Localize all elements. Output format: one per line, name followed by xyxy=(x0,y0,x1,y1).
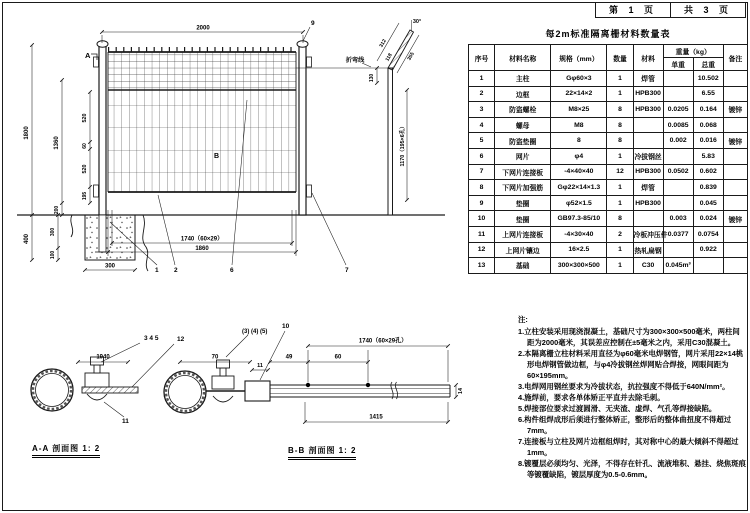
dim-fold-offset: 130 xyxy=(369,73,375,83)
table-cell: 垫圈 xyxy=(495,211,551,227)
col-header-name: 材料名称 xyxy=(495,45,551,71)
dim-footing-width: 300 xyxy=(104,263,116,270)
callout-3-4-5: 3 4 5 xyxy=(144,335,159,342)
table-cell: 10.502 xyxy=(693,71,723,87)
dim-below-ground: 400 xyxy=(24,233,30,245)
bb-saddle xyxy=(213,396,233,402)
dim-seg-mesh: 195 xyxy=(82,191,88,201)
dim-70: 70 xyxy=(211,354,219,361)
table-cell: 0.0377 xyxy=(663,226,693,242)
table-cell: 0.839 xyxy=(693,180,723,196)
dim-mesh-width: 1860 xyxy=(195,246,209,252)
aa-saddle xyxy=(87,394,107,400)
table-cell: 下网片连接板 xyxy=(495,164,551,180)
materials-table-title: 每2m标准隔离栅材料数量表 xyxy=(545,29,671,39)
callout-12: 12 xyxy=(177,336,185,343)
table-cell: 0.164 xyxy=(693,102,723,118)
table-cell: Gφ60×3 xyxy=(551,71,607,87)
dim-14: 14 xyxy=(458,387,464,395)
notes-section xyxy=(518,314,746,480)
table-cell: 0.0085 xyxy=(663,117,693,133)
table-cell xyxy=(723,148,747,164)
table-cell: 0.0754 xyxy=(693,226,723,242)
table-cell xyxy=(723,117,747,133)
table-cell: 1 xyxy=(607,86,633,102)
sheet-total-label: 共 3 页 xyxy=(670,2,745,17)
table-cell: 镀锌 xyxy=(723,102,747,118)
table-cell: 0.003 xyxy=(663,211,693,227)
table-cell xyxy=(663,242,693,258)
table-cell: HPB300 xyxy=(633,86,663,102)
table-cell xyxy=(633,211,663,227)
table-cell: 螺母 xyxy=(495,117,551,133)
right-post-cap xyxy=(297,41,308,47)
table-cell: 2 xyxy=(469,86,495,102)
table-cell: 0.068 xyxy=(693,117,723,133)
dim-11: 11 xyxy=(257,363,263,369)
note-item: 7.连接板与立柱及网片边框组焊时，其对称中心的最大倾斜不得超过1mm。 xyxy=(518,437,739,457)
table-cell: 5 xyxy=(469,133,495,149)
table-cell: 8 xyxy=(469,180,495,196)
table-cell: 1 xyxy=(607,71,633,87)
table-cell: 1 xyxy=(607,148,633,164)
col-header-unit-weight: 单重 xyxy=(663,58,693,71)
table-cell: C30 xyxy=(633,258,663,274)
callout-345-bb: (3) (4) (5) xyxy=(242,329,268,335)
table-cell: HPB300 xyxy=(633,195,663,211)
bb-clamp xyxy=(212,376,234,389)
table-cell: 焊管 xyxy=(633,71,663,87)
table-cell: 主柱 xyxy=(495,71,551,87)
notes-list xyxy=(518,326,746,480)
table-cell: Gφ22×14×1.3 xyxy=(551,180,607,196)
dim-1940: 1940 xyxy=(96,354,110,361)
table-row xyxy=(469,226,748,242)
fold-line-label: 折弯线 xyxy=(345,57,365,64)
callout-11: 11 xyxy=(122,418,129,425)
dim-1415: 1415 xyxy=(369,414,383,421)
table-cell: -4×40×40 xyxy=(551,164,607,180)
table-cell: 上网片连接板 xyxy=(495,226,551,242)
aa-flat-bar xyxy=(82,387,138,393)
table-cell: 边框 xyxy=(495,86,551,102)
table-cell: 12 xyxy=(469,242,495,258)
table-row xyxy=(469,195,748,211)
bb-leaders xyxy=(226,331,285,380)
table-cell: 防盗螺栓 xyxy=(495,102,551,118)
table-cell: 16×2.5 xyxy=(551,242,607,258)
table-cell: 0.002 xyxy=(663,133,693,149)
table-cell xyxy=(723,195,747,211)
page-number-box xyxy=(595,2,746,18)
table-row xyxy=(469,242,748,258)
table-cell: GB97.3-85/10 xyxy=(551,211,607,227)
table-cell: 8 xyxy=(551,133,607,149)
table-cell: 8 xyxy=(607,102,633,118)
table-cell: 垫圈 xyxy=(495,195,551,211)
table-row xyxy=(469,117,748,133)
table-cell: 10 xyxy=(469,211,495,227)
aa-leaders xyxy=(101,343,174,417)
left-post-cap xyxy=(97,41,108,47)
col-header-no: 序号 xyxy=(469,45,495,71)
table-cell xyxy=(633,133,663,149)
table-cell: 镀锌 xyxy=(723,211,747,227)
section-b-title: B-B 剖面图 1: 2 xyxy=(288,445,356,460)
table-cell: 11 xyxy=(469,226,495,242)
table-cell: 0.0502 xyxy=(663,164,693,180)
table-row xyxy=(469,211,748,227)
table-cell: 4 xyxy=(469,117,495,133)
table-cell: 22×14×2 xyxy=(551,86,607,102)
table-cell: 1 xyxy=(607,195,633,211)
table-cell: 0.016 xyxy=(693,133,723,149)
dim-seg-fold: 60 xyxy=(82,143,88,149)
footing xyxy=(85,215,135,260)
materials-table-section xyxy=(468,27,748,274)
table-cell: 1 xyxy=(607,258,633,274)
fence-elevation-drawing xyxy=(15,15,455,305)
materials-table xyxy=(468,44,748,274)
section-mark-a: A xyxy=(85,51,91,60)
table-cell: 8 xyxy=(607,117,633,133)
table-cell: 防盗垫圈 xyxy=(495,133,551,149)
dim-base-pad: 100 xyxy=(50,250,56,260)
notes-heading: 注: xyxy=(518,315,528,324)
callout-6: 6 xyxy=(230,267,234,274)
callout-7: 7 xyxy=(345,267,349,274)
table-cell xyxy=(693,258,723,274)
table-cell: 300×300×500 xyxy=(551,258,607,274)
embedded-post xyxy=(99,215,106,252)
table-cell xyxy=(663,180,693,196)
col-header-remark: 备注 xyxy=(723,45,747,71)
dim-49: 49 xyxy=(285,354,293,361)
table-cell xyxy=(663,71,693,87)
table-cell: 焊管 xyxy=(633,180,663,196)
note-item: 1.立柱安装采用现浇混凝土，基础尺寸为300×300×500毫米，两柱间距为2000毫米，其误差应控制在±5毫米之内，采用C30混凝土。 xyxy=(518,327,740,347)
table-cell xyxy=(723,226,747,242)
col-header-material: 材料 xyxy=(633,45,663,71)
table-cell: 基础 xyxy=(495,258,551,274)
table-cell: -4×30×40 xyxy=(551,226,607,242)
aa-clamp xyxy=(85,373,109,387)
table-cell: 0.024 xyxy=(693,211,723,227)
callout-1: 1 xyxy=(155,267,159,274)
table-cell xyxy=(723,86,747,102)
table-cell xyxy=(663,148,693,164)
table-cell: 0.922 xyxy=(693,242,723,258)
table-cell: M8 xyxy=(551,117,607,133)
table-cell: 网片 xyxy=(495,148,551,164)
table-cell xyxy=(663,86,693,102)
table-cell xyxy=(723,71,747,87)
note-item: 6.构件组焊成形后须进行整体矫正，整形后的整体曲扭度不得超过7mm。 xyxy=(518,415,732,435)
table-cell: 热轧扁钢 xyxy=(633,242,663,258)
table-cell xyxy=(723,164,747,180)
dim-bottom-gap: 200 xyxy=(54,205,60,215)
col-header-weight: 重量（kg） xyxy=(663,45,723,58)
dim-60: 60 xyxy=(334,354,342,361)
break-line xyxy=(71,215,73,237)
table-cell: 0.602 xyxy=(693,164,723,180)
table-cell: 1 xyxy=(607,242,633,258)
callout-2: 2 xyxy=(174,267,178,274)
table-cell: 8 xyxy=(607,211,633,227)
note-item: 8.镀覆层必须均匀、光泽，不得存在针孔、流液堆积、悬挂、烧焦斑痕等镀覆缺陷，镀层厚度为0.5-0.6mm。 xyxy=(518,459,746,479)
table-cell xyxy=(663,195,693,211)
dim-seg-upper: 520 xyxy=(82,113,88,123)
table-row xyxy=(469,133,748,149)
note-item: 4.施焊前，要求各单体矫正平直并去除毛刺。 xyxy=(518,393,665,402)
dim-embed-depth: 300 xyxy=(50,227,56,237)
bb-post-section xyxy=(164,371,206,413)
section-lines xyxy=(31,331,458,424)
table-cell: 3 xyxy=(469,102,495,118)
table-cell xyxy=(723,180,747,196)
table-cell: 0.045 xyxy=(693,195,723,211)
table-cell xyxy=(633,117,663,133)
bb-hole-dot xyxy=(366,383,370,387)
note-item: 3.电焊网用钢丝要求为冷拔状态，抗拉强度不得低于640N/mm²。 xyxy=(518,382,730,391)
table-cell xyxy=(723,258,747,274)
table-cell: 0.045m³ xyxy=(663,258,693,274)
table-cell: 冷拔钢丝 xyxy=(633,148,663,164)
bb-sleeve xyxy=(245,381,270,401)
dim-post-spacing: 2000 xyxy=(196,25,210,32)
table-cell: 冷板冲压件 xyxy=(633,226,663,242)
table-row xyxy=(469,86,748,102)
note-item: 5.焊接部位要求过渡圆滑、无夹渣、虚焊、气孔等焊接缺陷。 xyxy=(518,404,717,413)
callout-9: 9 xyxy=(311,20,315,27)
bb-bar xyxy=(270,385,450,397)
dim-post-holes: 1170（195×6孔） xyxy=(400,123,406,167)
dim-slant-c: 355 xyxy=(406,51,416,62)
dim-mesh-holes-width: 1740（60×29） xyxy=(180,236,224,243)
table-cell: 下网片加强筋 xyxy=(495,180,551,196)
dim-slant-b: 118 xyxy=(384,52,394,63)
bb-hole-dot xyxy=(306,383,310,387)
table-cell: 12 xyxy=(607,164,633,180)
section-a-title: A-A 剖面图 1: 2 xyxy=(32,443,100,458)
table-row xyxy=(469,258,748,274)
dim-1740-holes: 1740（60×29孔） xyxy=(358,338,408,345)
section-mark-b: B xyxy=(214,153,220,160)
detail-post-bent-top xyxy=(388,30,414,70)
table-cell: 7 xyxy=(469,164,495,180)
dim-seg-lower: 520 xyxy=(82,164,88,174)
aa-post-section xyxy=(31,369,73,411)
table-cell: 6.55 xyxy=(693,86,723,102)
col-header-qty: 数量 xyxy=(607,45,633,71)
table-row xyxy=(469,102,748,118)
table-cell: 2 xyxy=(607,226,633,242)
left-post xyxy=(99,45,106,215)
table-cell: 1 xyxy=(607,180,633,196)
table-cell: φ52×1.5 xyxy=(551,195,607,211)
table-cell: HPB300 xyxy=(633,164,663,180)
table-cell: φ4 xyxy=(551,148,607,164)
table-cell: M8×25 xyxy=(551,102,607,118)
table-row xyxy=(469,180,748,196)
table-cell: 5.83 xyxy=(693,148,723,164)
table-row xyxy=(469,164,748,180)
table-cell: 镀锌 xyxy=(723,133,747,149)
callout-10: 10 xyxy=(282,323,290,330)
dim-bend-angle: 30° xyxy=(412,19,422,25)
sheet-current-label: 第 1 页 xyxy=(608,5,657,15)
table-cell: 8 xyxy=(607,133,633,149)
note-item: 2.本隔离栅立柱材料采用直径为φ60毫米电焊钢管，网片采用22×14桃形电焊钢管做边框，与φ4冷拔钢丝焊网贴合焊接，网眼间距为60×195mm。 xyxy=(518,349,744,380)
table-row xyxy=(469,148,748,164)
materials-tbody xyxy=(469,71,748,274)
table-cell: 1 xyxy=(469,71,495,87)
table-cell: 0.0205 xyxy=(663,102,693,118)
table-cell: 13 xyxy=(469,258,495,274)
detail-post xyxy=(388,68,393,215)
dim-height-above: 1800 xyxy=(24,126,30,140)
table-cell: 6 xyxy=(469,148,495,164)
table-cell xyxy=(723,242,747,258)
bb-bolt-head xyxy=(217,360,230,368)
right-post xyxy=(299,45,306,215)
dim-slant-a: 312 xyxy=(378,38,388,49)
col-header-spec: 规格（mm） xyxy=(551,45,607,71)
dim-panel-height: 1360 xyxy=(54,136,60,150)
table-cell: HPB300 xyxy=(633,102,663,118)
table-row xyxy=(469,71,748,87)
table-cell: 上网片镶边 xyxy=(495,242,551,258)
table-cell: 9 xyxy=(469,195,495,211)
col-header-total-weight: 总重 xyxy=(693,58,723,71)
